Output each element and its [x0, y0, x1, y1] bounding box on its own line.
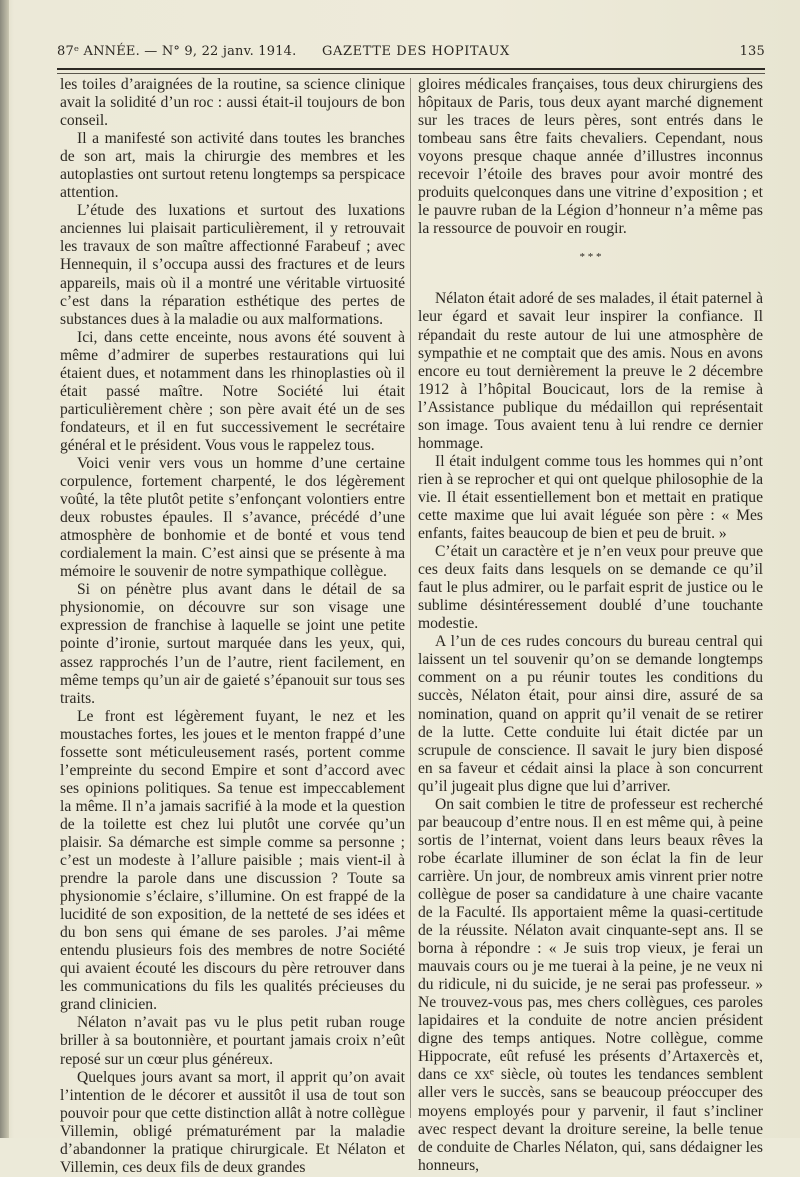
paragraph: Il a manifesté son activité dans toutes les branches de son art, mais la chirurgie des membres et les autoplasties ont surtout retenu longtemps sa perspicace attention.: [60, 130, 405, 202]
paragraph: Le front est légèrement fuyant, le nez et les moustaches fortes, les joues et le menton frappé d’une fossette sont méticuleusement rasés, portent comme l’empreinte du second Empire et sont d’accord avec ses opinions politiques. Sa tenue est impeccablement la même. Il n’a jamais sacrifié à la mode et la question de la toilette est chez lui plutôt une corvée qu’un plaisir. Sa démarche est simple comme sa personne ; c’est un modeste à l’allure paisible ; mais vient-il à prendre la parole dans une discussion ? Toute sa physionomie s’éclaire, s’illumine. On est frappé de la lucidité de son exposition, de la netteté de ses idées et du bon sens qui émane de ses paroles. J’ai même entendu plusieurs fois des membres de notre Société qui avaient écouté les discours du père retrouver dans les communications du fils les qualités précieuses du grand clinicien.: [60, 707, 405, 1014]
paragraph: A l’un de ces rudes concours du bureau central qui laissent un tel souvenir qu’on se demande longtemps comment on a pu réunir toutes les conditions du succès, Nélaton était, pour ainsi dire, assuré de sa nomination, quand on apprit qu’il venait de se retirer de la lutte. Cette conduite lui était dictée par un scrupule de conscience. Il savait le jury bien disposé en sa faveur et cédait ainsi la place à son concurrent qu’il jugeait plus digne que lui d’arriver.: [418, 633, 763, 795]
paragraph: L’étude des luxations et surtout des luxations anciennes lui plaisait particulièrement, il y retrouvait les travaux de son maître affectionné Farabeuf ; avec Hennequin, il s’occupa aussi des fractures et de leurs appareils, mais où il a montré une véritable virtuosité c’est dans la réparation esthétique des pertes de substances dues à la maladie ou aux malformations.: [60, 202, 405, 328]
paragraph: Voici venir vers vous un homme d’une certaine corpulence, fortement charpenté, le dos légèrement voûté, la tête plutôt petite s’enfonçant volontiers entre deux robustes épaules. Il s’avance, précédé d’une atmosphère de bonhomie et de bonté et vous tend cordialement la main. C’est ainsi que se présente à ma mémoire le souvenir de notre sympathique collègue.: [60, 454, 405, 581]
header-rule: [57, 68, 765, 70]
page-header: [57, 44, 765, 64]
header-rule-thin: [57, 73, 765, 74]
left-column: [60, 76, 405, 1177]
paragraph: gloires médicales françaises, tous deux chirurgiens des hôpitaux de Paris, tous deux ayant marché dignement sur les traces de leurs pères, sont entrés dans le tombeau sans être faits chevaliers. Cependant, nous voyons presque chaque année d’illustres inconnus recevoir l’étoile des braves pour avoir montré des produits quelconques dans une vitrine d’exposition ; et le pauvre ruban de la Légion d’honneur n’a même pas la ressource de pouvoir en rougir.: [418, 76, 763, 238]
column-divider: [410, 78, 411, 1118]
paragraph: On sait combien le titre de professeur est recherché par beaucoup d’entre nous. Il en est même qui, à peine sortis de l’internat, voient dans leurs beaux rêves la robe écarlate illuminer de son éclat la fin de leur carrière. Un jour, de nombreux amis vinrent prier notre collègue de poser sa candidature à une chaire vacante de la Faculté. Ils apportaient même la quasi-certitude de la réussite. Nélaton avait cinquante-sept ans. Il se borna à répondre : « Je suis trop vieux, je ferai un mauvais cours ou je me tuerai à la peine, je ne veux ni du ridicule, ni du suicide, je ne serai pas professeur. » Ne trouvez-vous pas, mes chers collègues, ces paroles lapidaires et la conduite de notre ancien président digne des temps antiques. Notre collègue, comme Hippocrate, eût refusé les présents d’Artaxercès et, dans ce xxᵉ siècle, où toutes les tendances semblent aller vers le succès, sans se beaucoup préoccuper des moyens employés pour y parvenir, il faut s’incliner avec respect devant la droiture sereine, la belle tenue de conduite de Charles Nélaton, qui, sans dédaigner les honneurs,: [418, 795, 763, 1174]
issue-info: 87ᵉ ANNÉE. — N° 9, 22 janv. 1914.: [57, 44, 297, 59]
paragraph: Nélaton n’avait pas vu le plus petit ruban rouge briller à sa boutonnière, et pourtant jamais croix n’eût reposé sur un cœur plus généreux.: [60, 1014, 405, 1068]
paragraph: Nélaton était adoré de ses malades, il était paternel à leur égard et savait leur inspirer la confiance. Il répandait du reste autour de lui une atmosphère de sympathie et ne comptait que des amis. Nous en avons encore eu tout dernièrement la preuve le 2 décembre 1912 à l’hôpital Boucicaut, lors de la remise à l’Assistance publique du médaillon qui représentait son image. Tous avaient tenu à lui rendre ce dernier hommage.: [418, 290, 763, 452]
page-number: 135: [739, 44, 765, 59]
paragraph: les toiles d’araignées de la routine, sa science clinique avait la solidité d’un roc : aussi était-il toujours de bon conseil.: [60, 76, 405, 130]
paragraph: Quelques jours avant sa mort, il apprit qu’on avait l’intention de le décorer et aussitôt il usa de tout son pouvoir pour que cette distinction allât à notre collègue Villemin, obligé prématurément par la maladie d’abandonner la pratique chirurgicale. Et Nélaton et Villemin, ces deux fils de deux grandes: [60, 1068, 405, 1176]
paragraph: C’était un caractère et je n’en veux pour preuve que ces deux faits dans lesquels on se demande ce qu’il faut le plus admirer, ou le parfait esprit de justice ou le sublime désintéressement doublé d’une touchante modestie.: [418, 543, 763, 633]
paragraph: Il était indulgent comme tous les hommes qui n’ont rien à se reprocher et qui ont quelque philosophie de la vie. Il était essentiellement bon et mettait en pratique cette maxime que lui avait léguée son père : « Mes enfants, faites beaucoup de bien et peu de bruit. »: [418, 452, 763, 543]
paragraph: Ici, dans cette enceinte, nous avons été souvent à même d’admirer de superbes restaurations qui lui étaient dues, et notamment dans les rhinoplasties où il était passé maître. Notre Société lui était particulièrement chère ; son père avait été un de ses fondateurs, et il en fut successivement le secrétaire général et le président. Vous vous le rappelez tous.: [60, 328, 405, 454]
right-column: [418, 76, 763, 1175]
section-separator: * * *: [579, 251, 602, 264]
paragraph: Si on pénètre plus avant dans le détail de sa physionomie, on découvre sur son visage une expression de franchise à laquelle se joint une petite pointe d’ironie, surtout marquée dans les yeux, qui, assez rapprochés l’un de l’autre, rient facilement, en même temps qu’un air de gaieté s’épanouit sur tous ses traits.: [60, 581, 405, 707]
journal-title: GAZETTE DES HOPITAUX: [322, 44, 510, 59]
binding-edge: [0, 0, 9, 1138]
